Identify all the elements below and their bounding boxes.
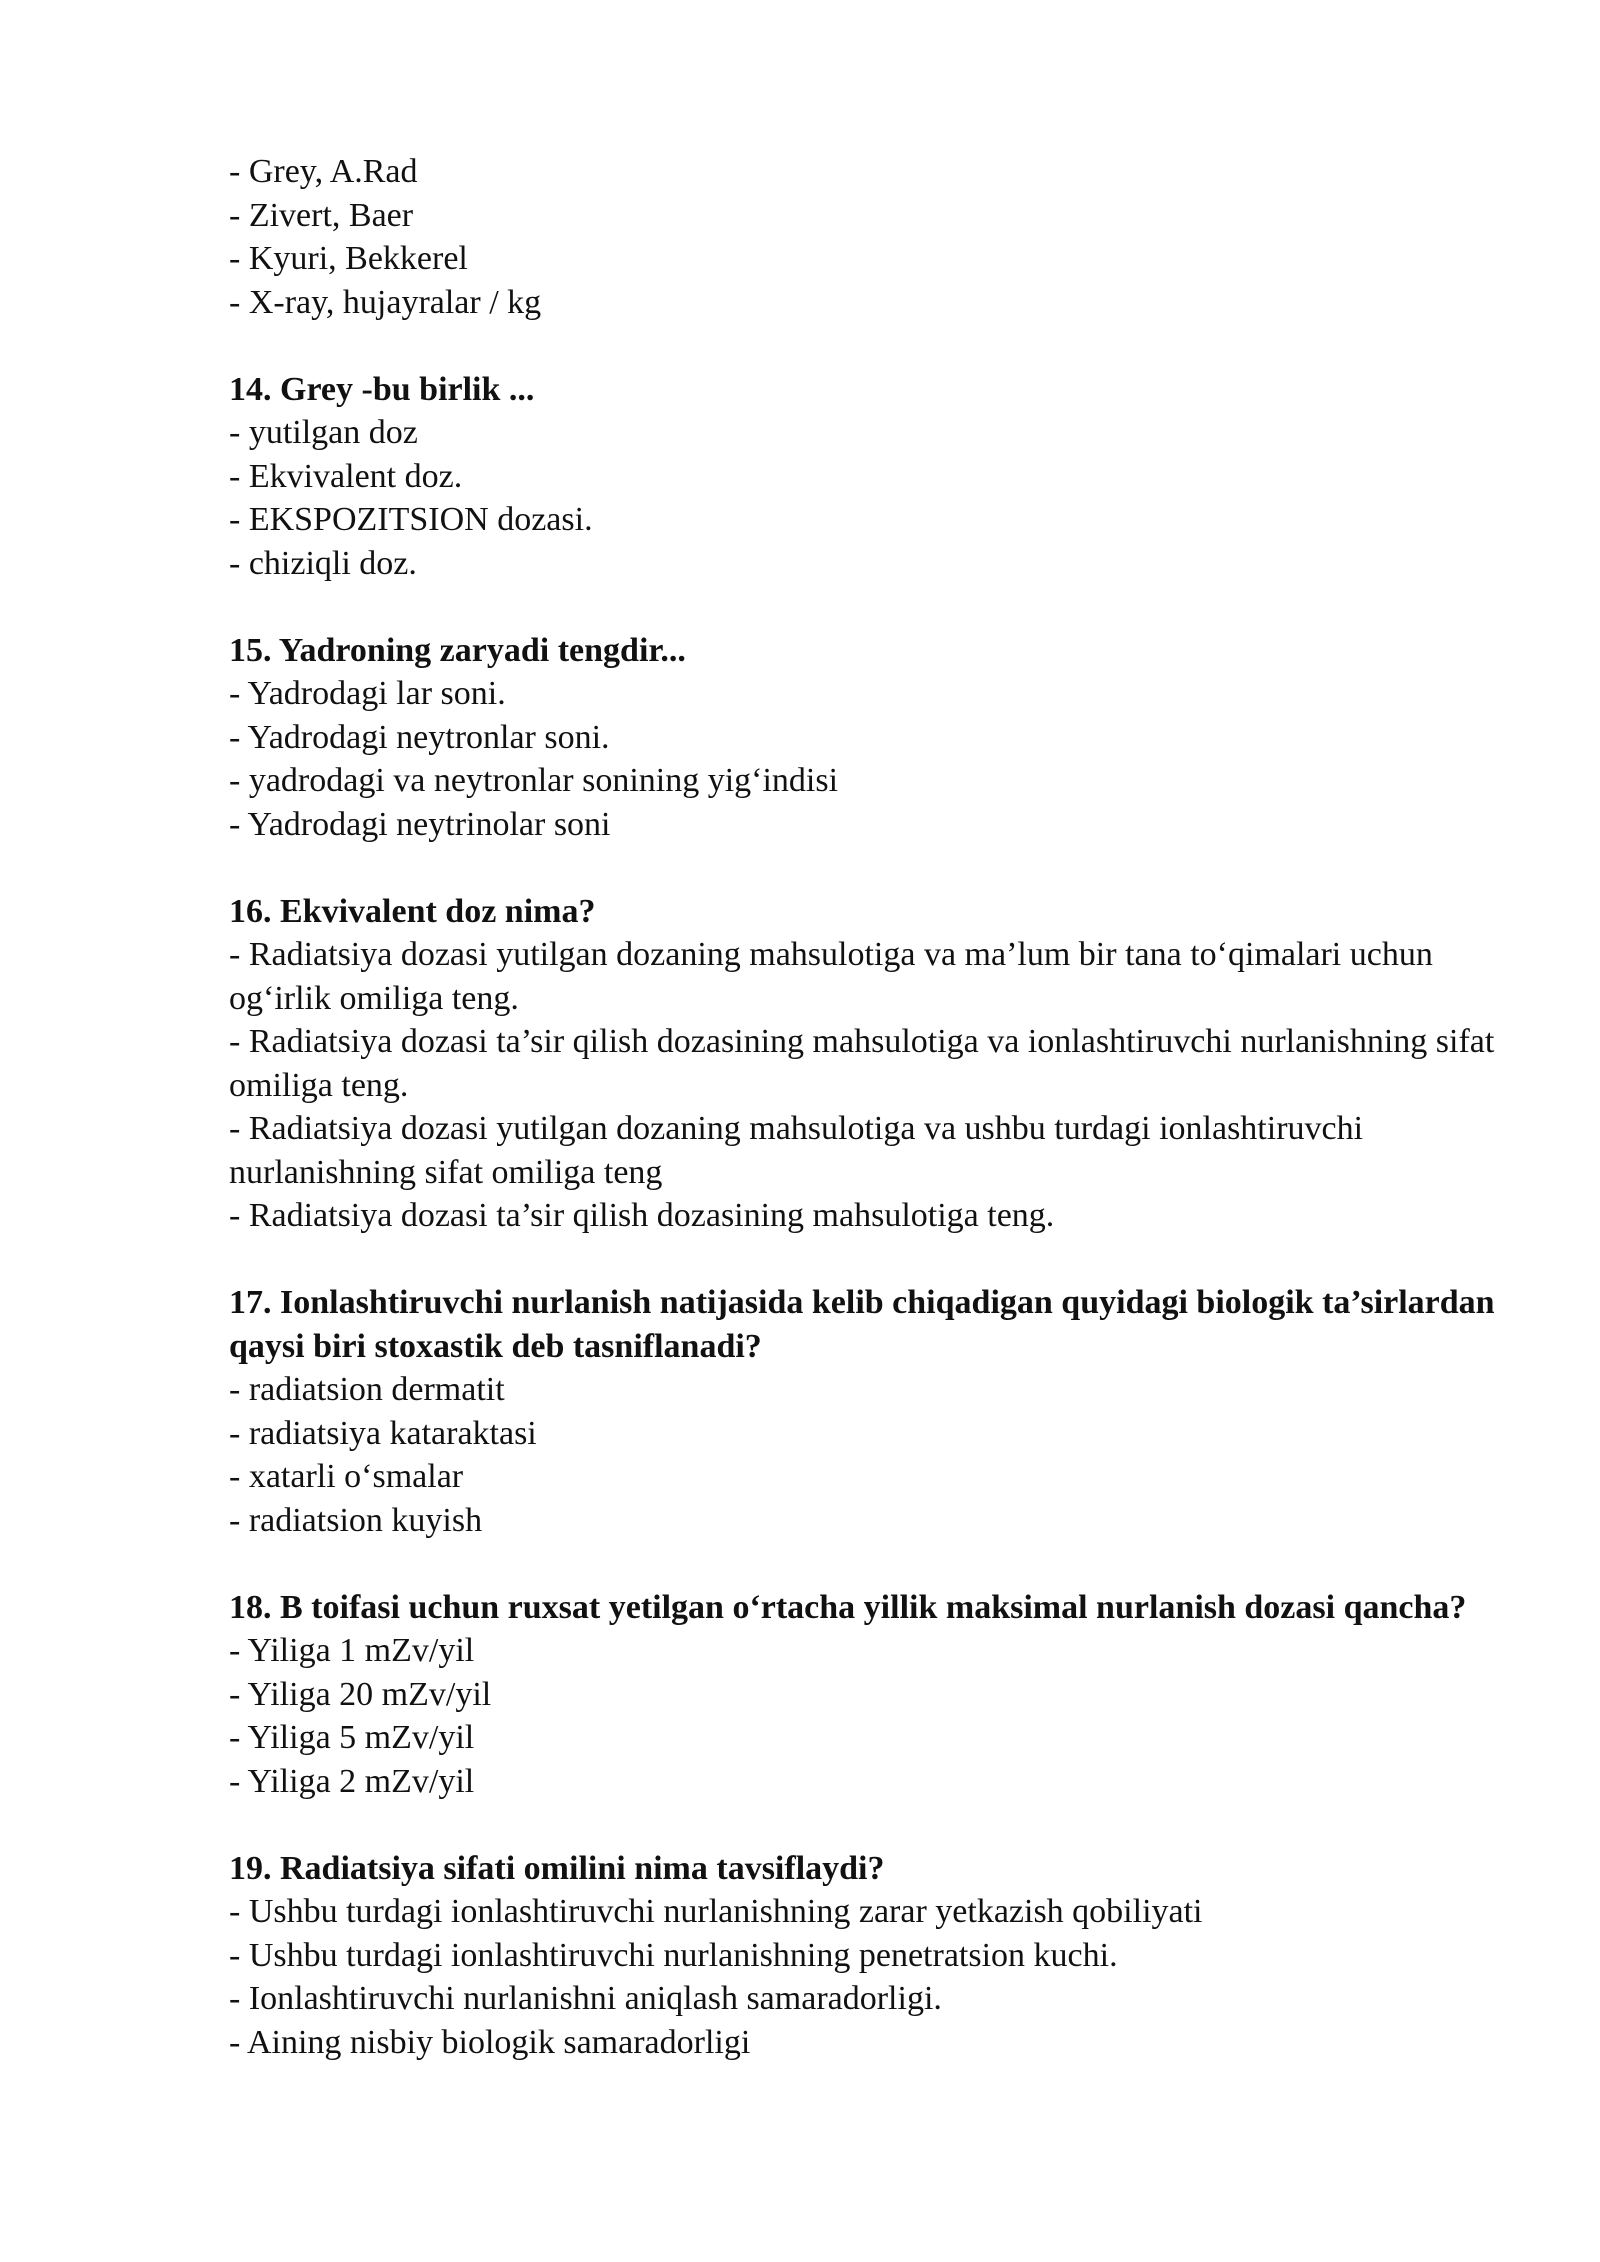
option: - radiatsiya kataraktasi: [229, 1414, 537, 1452]
option: - Aining nisbiy biologik samaradorligi: [229, 2023, 751, 2061]
question-title: 18. B toifasi uchun ruxsat yetilgan o‘rtacha yillik maksimal nurlanish dozasi qancha?: [229, 1588, 1467, 1626]
option: - EKSPOZITSION dozasi.: [229, 501, 593, 538]
question-16: [229, 890, 1529, 1238]
option: - Grey, A.Rad: [229, 153, 418, 190]
option: - Radiatsiya dozasi yutilgan dozaning mahsulotiga va ma’lum bir tana to‘qimalari uchun og‘irlik omiliga teng.: [229, 936, 1433, 1017]
option: - Radiatsiya dozasi ta’sir qilish dozasining mahsulotiga va ionlashtiruvchi nurlanishning sifat omiliga teng.: [229, 1023, 1495, 1104]
option: - Yadrodagi neytronlar soni.: [229, 718, 610, 756]
question-title: 15. Yadroning zaryadi tengdir...: [229, 631, 686, 669]
question-title: 19. Radiatsiya sifati omilini nima tavsiflaydi?: [229, 1849, 885, 1887]
option: - Zivert, Baer: [229, 196, 414, 234]
document-content: [229, 150, 1529, 2064]
option: - yadrodagi va neytronlar sonining yig‘indisi: [229, 762, 839, 799]
option: - Radiatsiya dozasi ta’sir qilish dozasining mahsulotiga teng.: [229, 1197, 1055, 1234]
question-18: [229, 1586, 1529, 1804]
option: - radiatsion dermatit: [229, 1371, 505, 1408]
option: - Kyuri, Bekkerel: [229, 240, 468, 277]
option: - radiatsion kuyish: [229, 1501, 483, 1539]
question-title: 16. Ekvivalent doz nima?: [229, 892, 596, 930]
option: - Yadrodagi lar soni.: [229, 675, 506, 712]
question-title: 14. Grey -bu birlik ...: [229, 370, 535, 408]
option: - xatarli o‘smalar: [229, 1458, 464, 1495]
option: - Yiliga 20 mZv/yil: [229, 1675, 492, 1713]
option: - Yiliga 2 mZv/yil: [229, 1762, 475, 1800]
option: - Ekvivalent doz.: [229, 457, 463, 495]
question-17: [229, 1281, 1529, 1542]
option: - yutilgan doz: [229, 414, 418, 451]
option: - Ushbu turdagi ionlashtiruvchi nurlanishning penetratsion kuchi.: [229, 1936, 1118, 1974]
option: - Yadrodagi neytrinolar soni: [229, 805, 611, 843]
option: - Yiliga 1 mZv/yil: [229, 1632, 475, 1669]
question-14: [229, 368, 1529, 586]
question-15: [229, 629, 1529, 847]
option: - Ionlashtiruvchi nurlanishni aniqlash samaradorligi.: [229, 1980, 942, 2017]
question-title: 17. Ionlashtiruvchi nurlanish natijasida kelib chiqadigan quyidagi biologik ta’sirlardan qaysi biri stoxastik deb tasniflanadi?: [229, 1284, 1495, 1365]
question-19: [229, 1847, 1529, 2065]
option: - chiziqli doz.: [229, 544, 417, 582]
option: - X-ray, hujayralar / kg: [229, 283, 542, 321]
option: - Ushbu turdagi ionlashtiruvchi nurlanishning zarar yetkazish qobiliyati: [229, 1893, 1203, 1930]
continuation-options: [229, 150, 1529, 324]
option: - Radiatsiya dozasi yutilgan dozaning mahsulotiga va ushbu turdagi ionlashtiruvchi nurlanishning sifat omiliga teng: [229, 1110, 1364, 1191]
option: - Yiliga 5 mZv/yil: [229, 1719, 475, 1756]
